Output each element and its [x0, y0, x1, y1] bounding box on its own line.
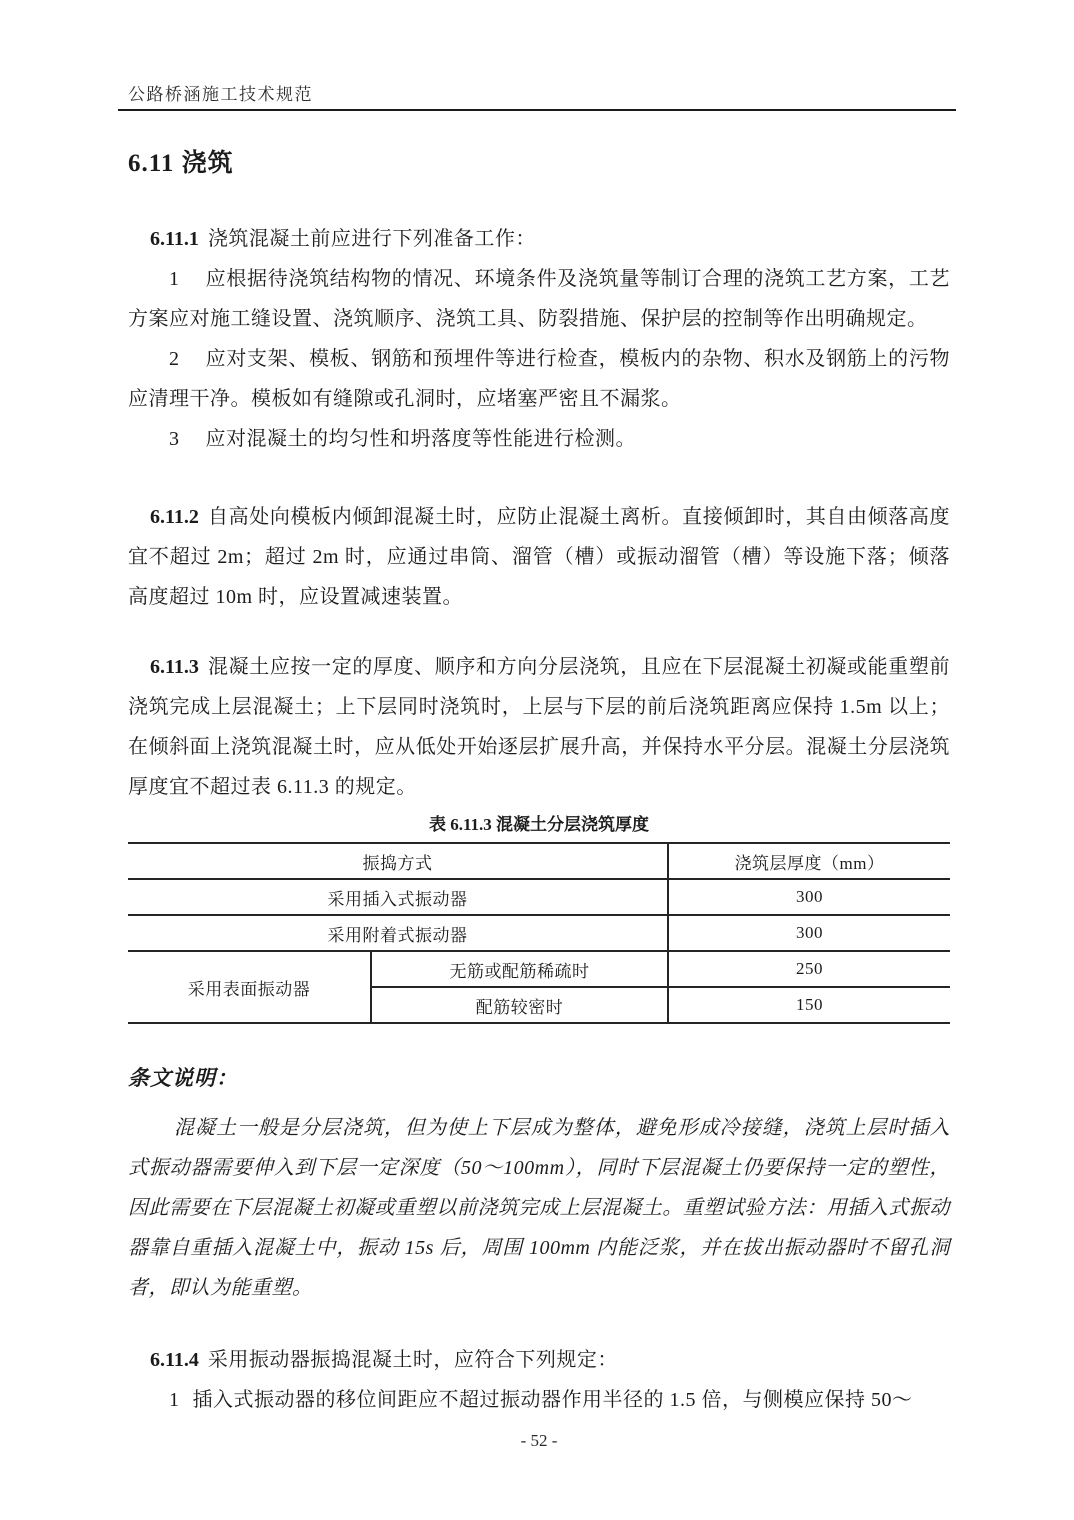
clause-paragraph	[128, 647, 950, 807]
clause-text: 混凝土应按一定的厚度、顺序和方向分层浇筑，且应在下层混凝土初凝或能重塑前浇筑完成上层混凝土；上下层同时浇筑时，上层与下层的前后浇筑距离应保持 1.5m 以上；在倾斜面上浇筑混凝土时，应从低处开始逐层扩展升高，并保持水平分层。混凝土分层浇筑厚度宜不超过表 6.11.3 的规定。	[128, 656, 950, 798]
table-cell-condition: 无筋或配筋稀疏时	[371, 951, 668, 987]
table-cell-thickness: 150	[668, 987, 950, 1023]
clause-intro	[128, 219, 950, 259]
table-header-row	[128, 843, 950, 879]
clause-6-11-4	[128, 1340, 950, 1420]
clause-item	[128, 419, 950, 459]
clause-6-11-2	[128, 497, 950, 617]
table-row	[128, 879, 950, 915]
clause-number: 6.11.1	[150, 228, 199, 250]
item-number: 3	[169, 428, 180, 450]
table-cell-thickness: 250	[668, 951, 950, 987]
clause-item	[128, 1380, 950, 1420]
page-number: - 52 -	[520, 1431, 558, 1450]
table-cell-condition: 配筋较密时	[371, 987, 668, 1023]
commentary-heading: 条文说明：	[128, 1066, 238, 1090]
clause-intro-text: 采用振动器振捣混凝土时，应符合下列规定：	[207, 1349, 618, 1371]
clause-text: 自高处向模板内倾卸混凝土时，应防止混凝土离析。直接倾卸时，其自由倾落高度宜不超过 2m；超过 2m 时，应通过串筒、溜管（槽）或振动溜管（槽）等设施下落；倾落高度超过 10m 时，应设置减速装置。	[128, 506, 950, 608]
clause-intro	[128, 1340, 950, 1380]
item-text: 应对支架、模板、钢筋和预埋件等进行检查，模板内的杂物、积水及钢筋上的污物应清理干净。模板如有缝隙或孔洞时，应堵塞严密且不漏浆。	[128, 348, 950, 410]
clause-item	[128, 259, 950, 339]
item-number: 2	[169, 348, 180, 370]
table-header-method: 振捣方式	[128, 843, 668, 879]
clause-number: 6.11.3	[150, 656, 199, 678]
table-header-thickness: 浇筑层厚度（mm）	[668, 843, 950, 879]
running-header: 公路桥涵施工技术规范	[128, 85, 313, 104]
clause-6-11-3	[128, 647, 950, 807]
page-content	[128, 0, 950, 1452]
table-row	[128, 951, 950, 987]
table-cell-thickness: 300	[668, 915, 950, 951]
clause-number: 6.11.4	[150, 1349, 199, 1371]
clause-6-11-1	[128, 219, 950, 459]
table-cell-group-label: 采用表面振动器	[128, 951, 371, 1023]
section-title: 6.11 浇筑	[128, 150, 234, 177]
table-cell-thickness: 300	[668, 879, 950, 915]
commentary-paragraph: 混凝土一般是分层浇筑，但为使上下层成为整体，避免形成冷接缝，浇筑上层时插入式振动器需要伸入到下层一定深度（50～100mm），同时下层混凝土仍要保持一定的塑性，因此需要在下层混凝土初凝或重塑以前浇筑完成上层混凝土。重塑试验方法：用插入式振动器靠自重插入混凝土中，振动 15s 后，周围 100mm 内能泛浆，并在拔出振动器时不留孔洞者，即认为能重塑。	[128, 1117, 950, 1299]
clause-item	[128, 339, 950, 419]
table-row	[128, 915, 950, 951]
table-cell-method: 采用插入式振动器	[128, 879, 668, 915]
table-6-11-3	[128, 842, 950, 1024]
header-rule	[118, 109, 956, 111]
table-caption: 表 6.11.3 混凝土分层浇筑厚度	[428, 815, 650, 834]
table-cell-method: 采用附着式振动器	[128, 915, 668, 951]
item-text: 应根据待浇筑结构物的情况、环境条件及浇筑量等制订合理的浇筑工艺方案，工艺方案应对施工缝设置、浇筑顺序、浇筑工具、防裂措施、保护层的控制等作出明确规定。	[128, 268, 950, 330]
item-number: 1	[169, 1389, 180, 1411]
item-number: 1	[169, 268, 180, 290]
item-text: 插入式振动器的移位间距应不超过振动器作用半径的 1.5 倍，与侧模应保持 50～	[192, 1389, 913, 1411]
item-text: 应对混凝土的均匀性和坍落度等性能进行检测。	[205, 428, 636, 450]
clause-number: 6.11.2	[150, 506, 199, 528]
clause-paragraph	[128, 497, 950, 617]
clause-intro-text: 浇筑混凝土前应进行下列准备工作：	[207, 228, 536, 250]
